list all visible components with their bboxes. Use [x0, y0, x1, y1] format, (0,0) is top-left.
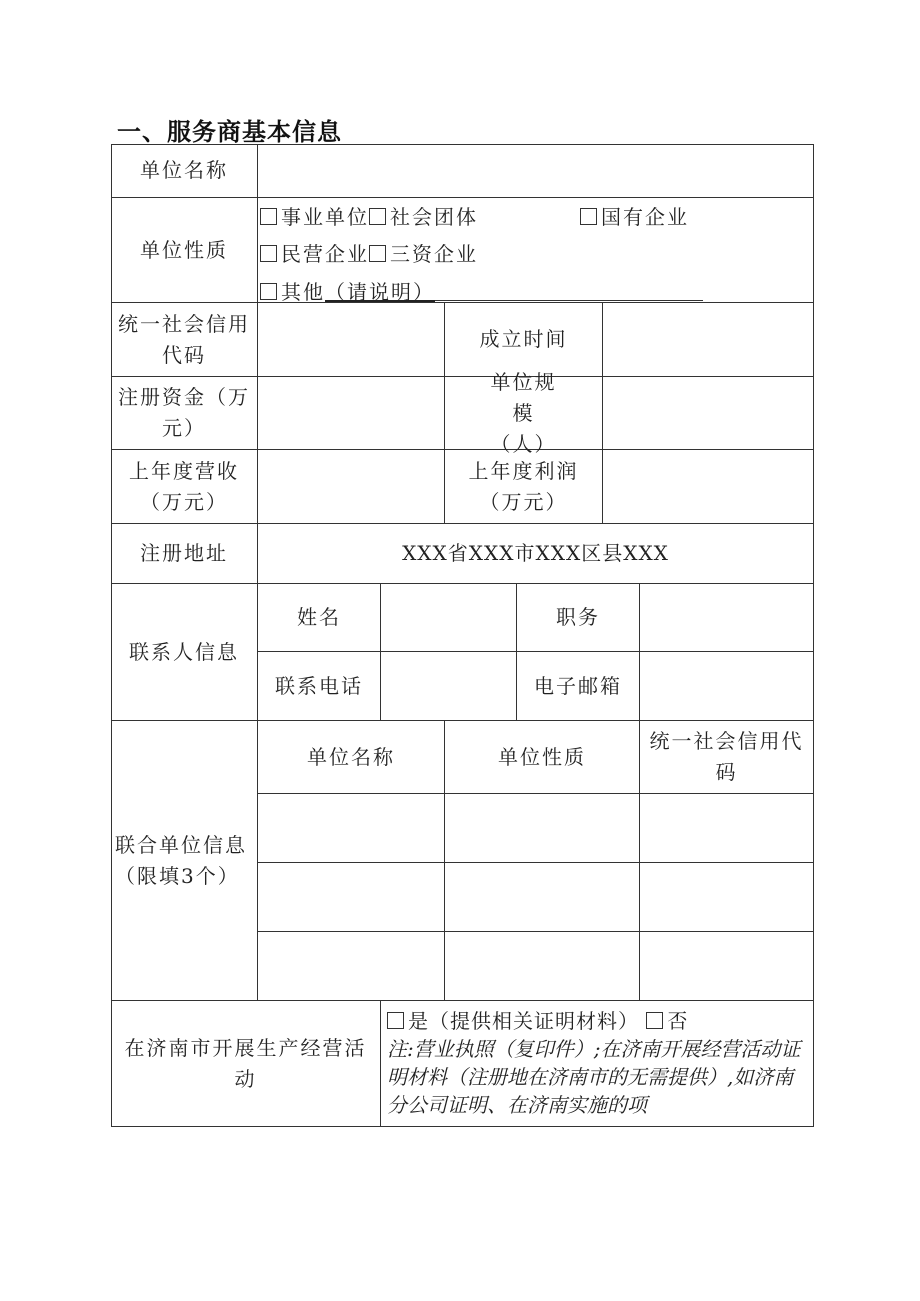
label-contact-title: 职务	[517, 584, 640, 652]
joint-row-3-unit-name[interactable]	[258, 932, 445, 1001]
joint-row-3-unit-nature[interactable]	[445, 932, 640, 1001]
label-contact-email: 电子邮箱	[517, 652, 640, 721]
option-activity-no[interactable]: 否	[646, 1007, 688, 1035]
label-jinan-activity: 在济南市开展生产经营活动	[111, 1001, 381, 1127]
contact-email-field[interactable]	[640, 652, 814, 721]
option-foreign[interactable]: 三资企业	[369, 237, 478, 271]
label-last-revenue: 上年度营收（万元）	[111, 450, 258, 524]
checkbox-icon	[580, 208, 597, 225]
last-revenue-field[interactable]	[258, 450, 445, 524]
label-reg-address: 注册地址	[111, 524, 258, 584]
unit-nature-options	[258, 198, 814, 303]
last-profit-field[interactable]	[603, 450, 814, 524]
option-other[interactable]: 其他	[260, 275, 325, 309]
label-contact-phone: 联系电话	[258, 652, 381, 721]
label-established: 成立时间	[445, 303, 603, 377]
option-public-institution[interactable]: 事业单位	[260, 200, 369, 234]
label-contact-name: 姓名	[258, 584, 381, 652]
joint-row-2-unit-nature[interactable]	[445, 863, 640, 932]
label-unit-nature: 单位性质	[111, 198, 258, 303]
other-explain-field[interactable]	[435, 274, 703, 301]
option-private[interactable]: 民营企业	[260, 237, 369, 271]
label-contact-info: 联系人信息	[111, 584, 258, 721]
joint-row-2-credit-code[interactable]	[640, 863, 814, 932]
label-reg-capital: 注册资金（万元）	[111, 377, 258, 450]
checkbox-icon	[260, 208, 277, 225]
activity-note: 注:营业执照（复印件）;在济南开展经营活动证明材料（注册地在济南市的无需提供）,如济南分公司证明、在济南实施的项	[387, 1037, 801, 1117]
joint-row-1-unit-nature[interactable]	[445, 794, 640, 863]
checkbox-icon	[260, 245, 277, 262]
label-credit-code: 统一社会信用代码	[111, 303, 258, 377]
joint-row-1-credit-code[interactable]	[640, 794, 814, 863]
unit-name-field[interactable]	[258, 144, 814, 198]
label-joint-info: 联合单位信息（限填3个）	[111, 721, 258, 1001]
option-social-group[interactable]: 社会团体	[369, 200, 478, 234]
label-scale: 单位规模（人）	[445, 377, 603, 450]
credit-code-field[interactable]	[258, 303, 445, 377]
other-note: （请说明）	[325, 280, 435, 304]
jinan-activity-field	[381, 1001, 814, 1127]
option-activity-yes[interactable]: 是（提供相关证明材料）	[387, 1007, 639, 1035]
checkbox-icon	[369, 208, 386, 225]
label-last-profit: 上年度利润（万元）	[445, 450, 603, 524]
joint-header-unit-nature: 单位性质	[445, 721, 640, 794]
contact-name-field[interactable]	[381, 584, 517, 652]
scale-field[interactable]	[603, 377, 814, 450]
checkbox-icon	[646, 1012, 663, 1029]
joint-row-2-unit-name[interactable]	[258, 863, 445, 932]
reg-address-field[interactable]: XXX省XXX市XXX区县XXX	[258, 524, 814, 584]
checkbox-icon	[369, 245, 386, 262]
contact-phone-field[interactable]	[381, 652, 517, 721]
label-unit-name: 单位名称	[111, 144, 258, 198]
joint-header-credit-code: 统一社会信用代码	[640, 721, 814, 794]
joint-header-unit-name: 单位名称	[258, 721, 445, 794]
section-title: 一、服务商基本信息	[117, 118, 342, 146]
joint-row-3-credit-code[interactable]	[640, 932, 814, 1001]
joint-row-1-unit-name[interactable]	[258, 794, 445, 863]
option-state-owned[interactable]: 国有企业	[580, 200, 689, 234]
contact-title-field[interactable]	[640, 584, 814, 652]
checkbox-icon	[387, 1012, 404, 1029]
reg-capital-field[interactable]	[258, 377, 445, 450]
checkbox-icon	[260, 283, 277, 300]
established-field[interactable]	[603, 303, 814, 377]
